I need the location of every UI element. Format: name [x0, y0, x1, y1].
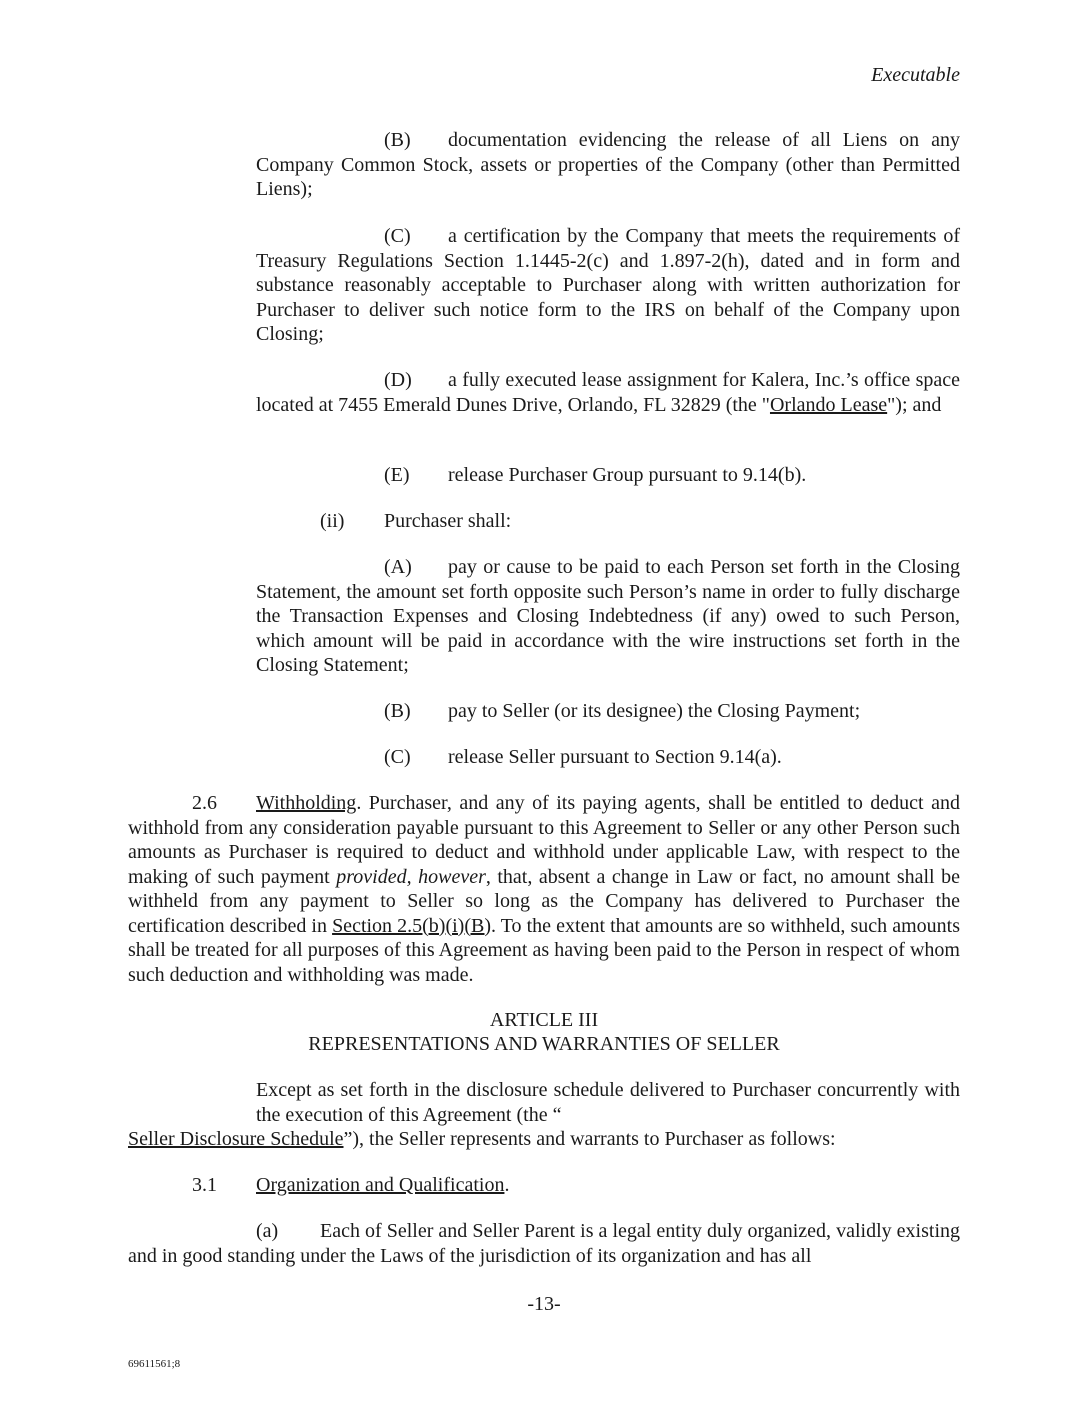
clause-label: (ii) — [320, 510, 345, 532]
clause-text: documentation evidencing the release of all Liens on any Company Common Stock, assets or properties of the Company (other than Permitted Liens); — [256, 129, 960, 200]
clause-text: pay to Seller (or its designee) the Closing Payment; — [448, 700, 861, 722]
clause-ii-a — [256, 555, 960, 678]
clause-text: a fully executed lease assignment for Kalera, Inc.’s office space located at 7455 Emerald Dunes Drive, Orlando, FL 32829 (the " — [256, 369, 960, 416]
heading-period: . — [504, 1174, 510, 1196]
clause-text: a certification by the Company that meets the requirements of Treasury Regulations Section 1.1445-2(c) and 1.897-2(h), dated and in form and substance reasonably acceptable to Purchaser along with written authorization for Purchaser to deliver such notice form to the IRS on behalf of the Company upon Closing; — [256, 225, 960, 345]
section-heading: Withholding — [256, 792, 357, 814]
italic-proviso: provided, however — [336, 865, 486, 888]
clause-label: (B) — [384, 700, 411, 722]
section-2-6-withholding — [128, 791, 960, 987]
clause-label: (E) — [384, 464, 410, 486]
intro-text: Except as set forth in the disclosure schedule delivered to Purchaser concurrently with the execution of this Agreement (the “ — [256, 1079, 960, 1126]
cross-reference: Section 2.5(b)(i)(B) — [332, 914, 491, 937]
clause-i-c — [256, 224, 960, 347]
clause-ii-b — [256, 699, 960, 724]
defined-term-orlando-lease: Orlando Lease — [769, 393, 888, 416]
section-text: . Purchaser, and any of its paying agents, shall be entitled to deduct and withhold from any consideration payable pursuant to this Agreement to Seller or any other Person such amounts as Purchaser is required to deduct and withhold under applicable Law, with respect to the making of such payment — [128, 792, 960, 888]
clause-text: Each of Seller and Seller Parent is a legal entity duly organized, validly existing and in good standing under the Laws of the jurisdiction of its organization and has all — [128, 1220, 960, 1267]
clause-label: (C) — [384, 746, 411, 768]
intro-text-end: ”), the Seller represents and warrants to Purchaser as follows: — [343, 1128, 836, 1150]
clause-label: (B) — [384, 129, 411, 151]
clause-label: (D) — [384, 369, 412, 391]
clause-i-e — [256, 463, 960, 488]
page-number: -13- — [527, 1293, 561, 1315]
clause-text: release Purchaser Group pursuant to 9.14(b). — [448, 464, 807, 486]
clause-label: (a) — [256, 1220, 279, 1242]
article-title: REPRESENTATIONS AND WARRANTIES OF SELLER — [308, 1033, 780, 1055]
clause-label: (A) — [384, 556, 412, 578]
clause-label: (C) — [384, 225, 411, 247]
section-3-1-a — [128, 1219, 960, 1268]
document-id: 69611561;8 — [128, 1358, 181, 1370]
section-number: 3.1 — [192, 1174, 217, 1196]
section-3-1-heading — [128, 1173, 960, 1198]
clause-text: pay or cause to be paid to each Person set forth in the Closing Statement, the amount set forth opposite such Person’s name in order to fully discharge the Transaction Expenses and Closing Indebtedness (if any) owed to such Person, which amount will be paid in accordance with the wire instructions set forth in the Closing Statement; — [256, 556, 960, 676]
article-number: ARTICLE III — [489, 1009, 599, 1031]
article-intro — [128, 1078, 960, 1152]
clause-text: release Seller pursuant to Section 9.14(a). — [448, 746, 782, 768]
clause-ii — [256, 509, 960, 534]
section-text: , that, absent a change in Law or fact, no amount shall be withheld from any payment to Seller so long as the Company has delivered to Purchaser the certification described in — [128, 865, 960, 937]
section-number: 2.6 — [192, 792, 217, 814]
section-text: . To the extent that amounts are so withheld, such amounts shall be treated for all purposes of this Agreement as having been paid to the Person in respect of whom such deduction and withholding was made. — [128, 914, 960, 986]
clause-text: Purchaser shall: — [384, 510, 512, 532]
clause-text-end: "); and — [887, 393, 942, 416]
clause-ii-c — [256, 745, 960, 770]
clause-i-b — [256, 128, 960, 202]
section-heading: Organization and Qualification — [256, 1174, 505, 1196]
header-status: Executable — [871, 64, 960, 86]
clause-i-d — [256, 368, 960, 417]
defined-term-seller-disclosure-schedule: Seller Disclosure Schedule — [128, 1128, 344, 1150]
